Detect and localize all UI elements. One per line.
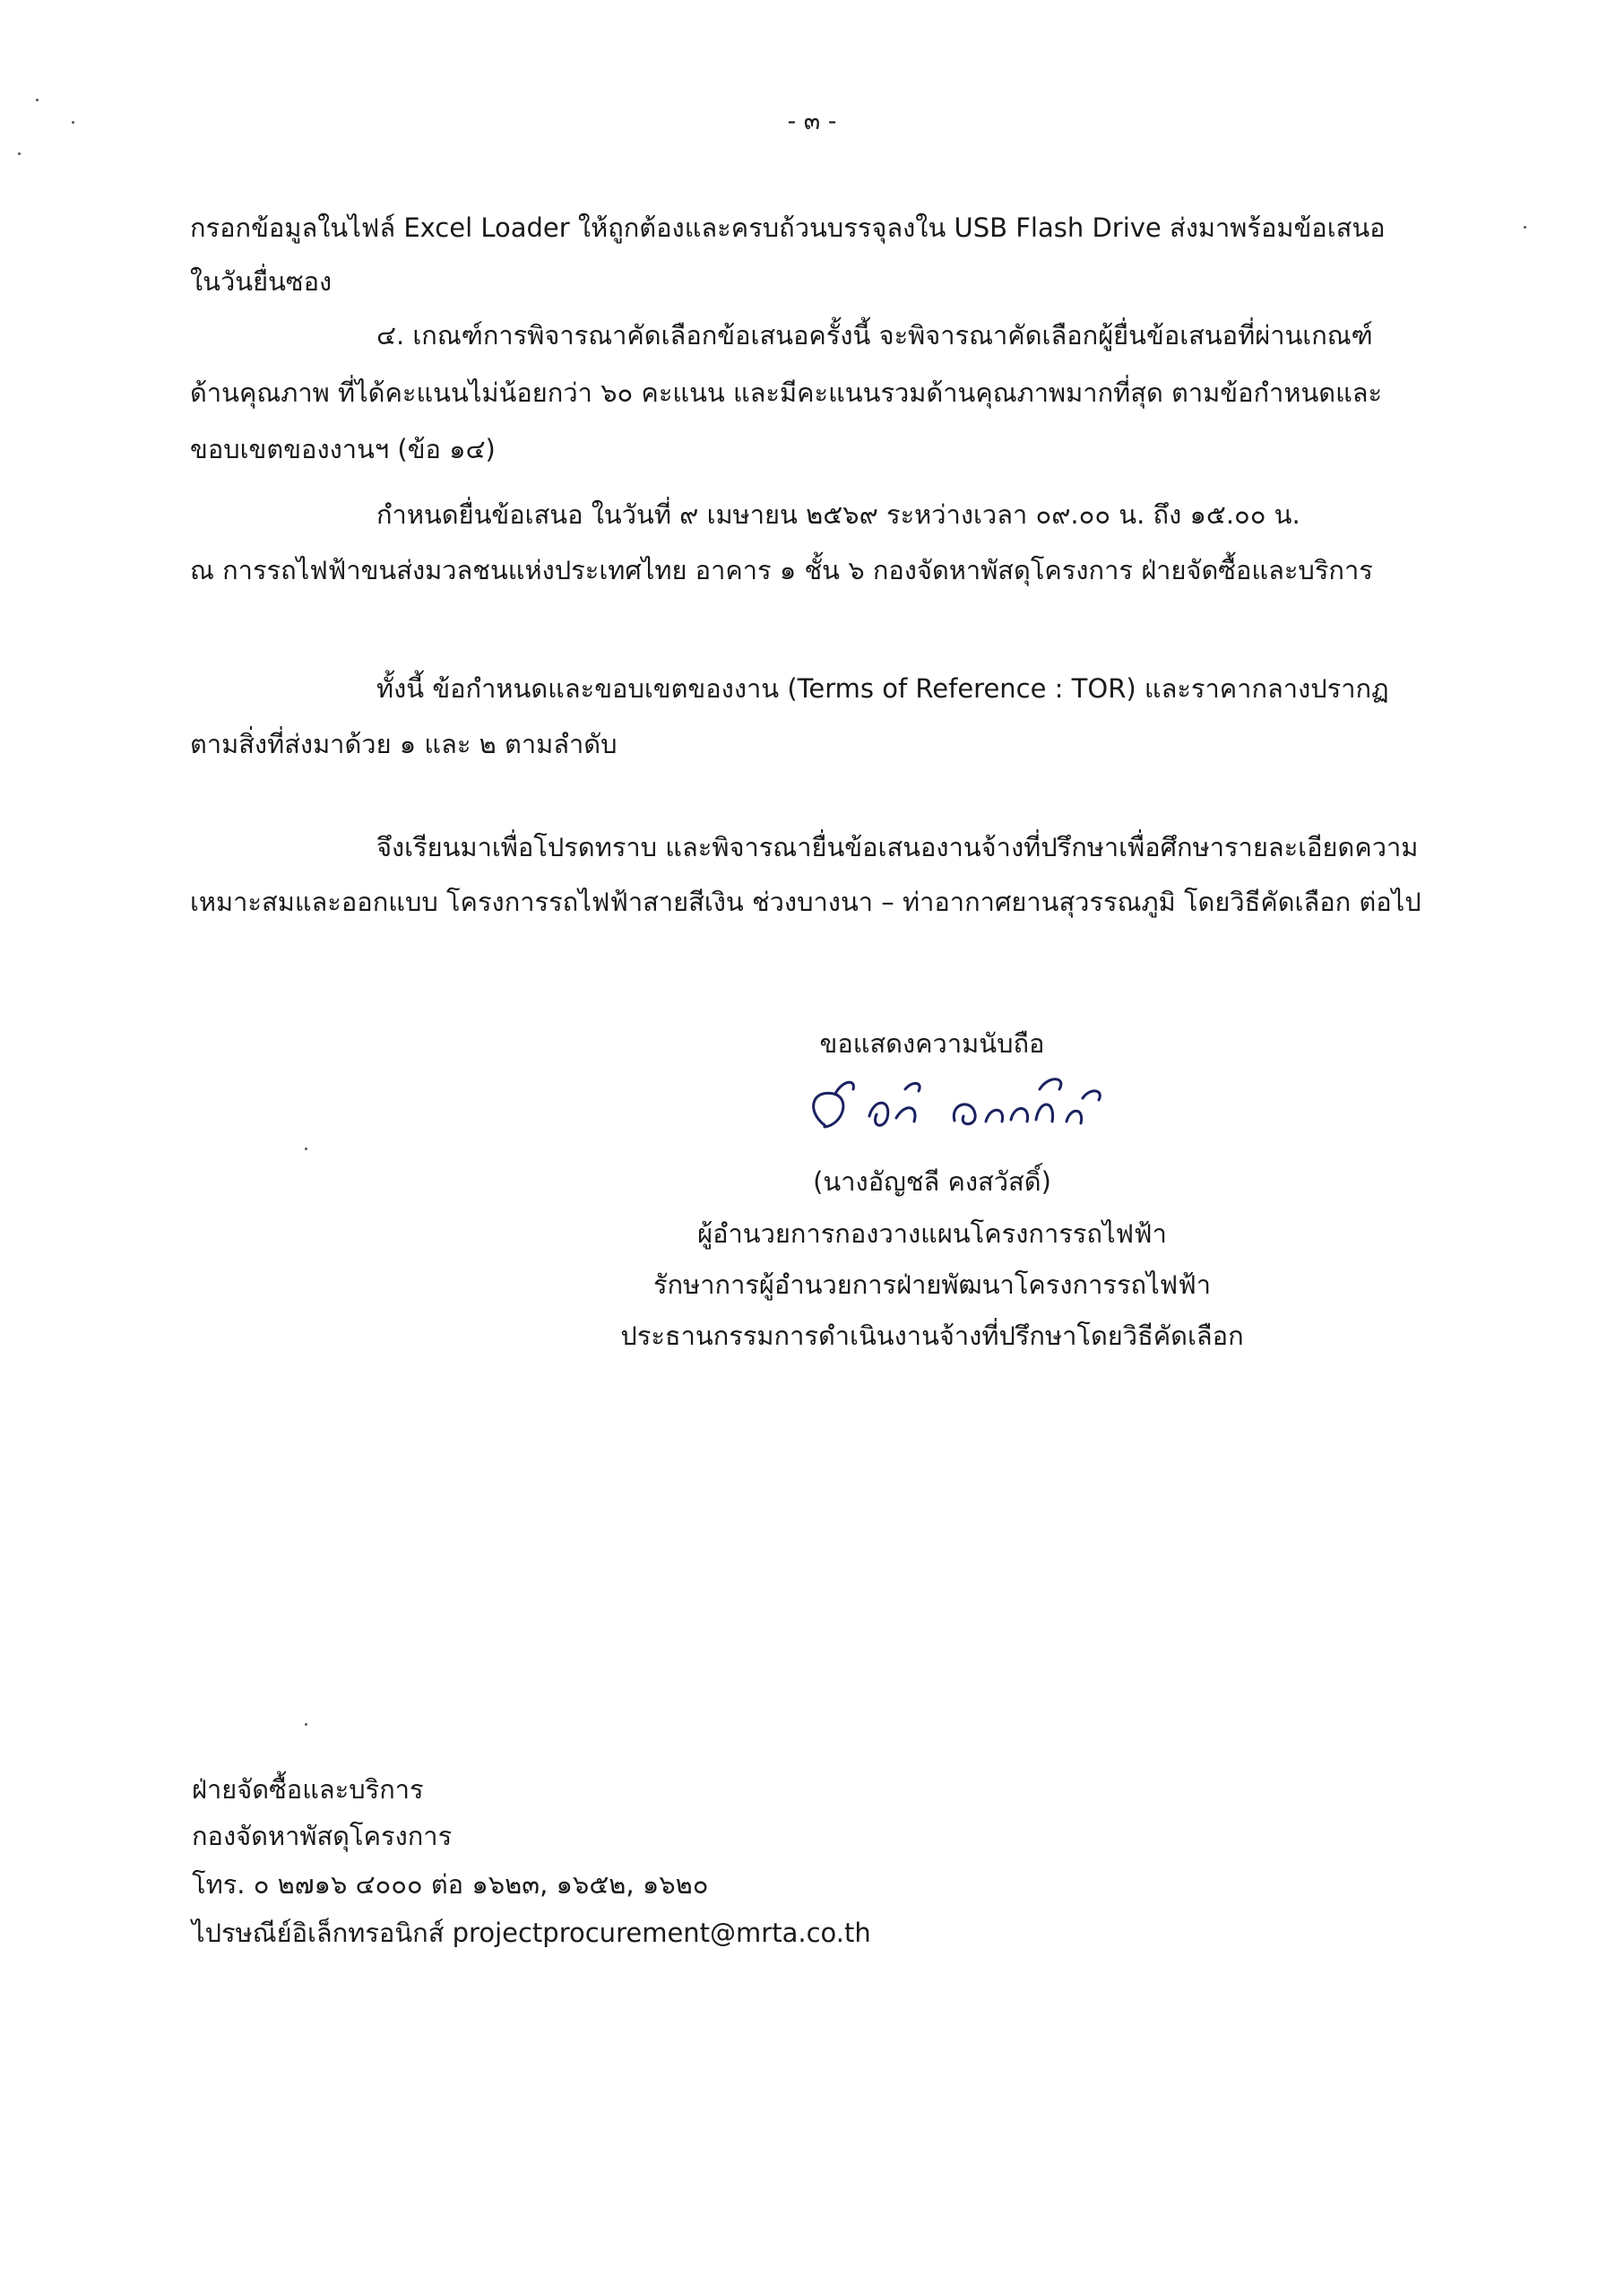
para3-line1: กำหนดยื่นข้อเสนอ ในวันที่ ๙ เมษายน ๒๕๖๙ ระหว่างเวลา ๐๙.๐๐ น. ถึง ๑๕.๐๐ น. bbox=[376, 499, 1300, 530]
signer-title-1: ผู้อำนวยการกองวางแผนโครงการรถไฟฟ้า bbox=[697, 1218, 1167, 1249]
para2-line1: ๔. เกณฑ์การพิจารณาคัดเลือกข้อเสนอครั้งนี้ จะพิจารณาคัดเลือกผู้ยื่นข้อเสนอที่ผ่านเกณฑ์ bbox=[376, 320, 1373, 351]
para5-line2: เหมาะสมและออกแบบ โครงการรถไฟฟ้าสายสีเงิน ช่วงบางนา – ท่าอากาศยานสุวรรณภูมิ โดยวิธีคัดเลือก ต่อไป bbox=[190, 887, 1421, 917]
footer-phone: โทร. ๐ ๒๗๑๖ ๔๐๐๐ ต่อ ๑๖๒๓, ๑๖๕๒, ๑๖๒๐ bbox=[192, 1869, 709, 1900]
para4-line1: ทั้งนี้ ข้อกำหนดและขอบเขตของงาน (Terms of Reference : TOR) และราคากลางปรากฏ bbox=[376, 673, 1389, 704]
scan-speck bbox=[72, 121, 74, 124]
scan-speck bbox=[18, 152, 21, 155]
scan-speck bbox=[305, 1148, 307, 1150]
para2-line2: ด้านคุณภาพ ที่ได้คะแนนไม่น้อยกว่า ๖๐ คะแนน และมีคะแนนรวมด้านคุณภาพมากที่สุด ตามข้อกำหนดและ bbox=[190, 377, 1383, 408]
scan-speck bbox=[36, 99, 39, 101]
footer-department: ฝ่ายจัดซื้อและบริการ bbox=[192, 1774, 424, 1805]
para3-line2: ณ การรถไฟฟ้าขนส่งมวลชนแห่งประเทศไทย อาคาร ๑ ชั้น ๖ กองจัดหาพัสดุโครงการ ฝ่ายจัดซื้อและบริการ bbox=[190, 555, 1373, 585]
closing-salutation: ขอแสดงความนับถือ bbox=[819, 1028, 1045, 1059]
footer-division: กองจัดหาพัสดุโครงการ bbox=[192, 1821, 453, 1851]
page-number: - ๓ - bbox=[787, 108, 837, 135]
scan-speck bbox=[305, 1723, 307, 1726]
signer-title-2: รักษาการผู้อำนวยการฝ่ายพัฒนาโครงการรถไฟฟ้า bbox=[652, 1269, 1212, 1300]
signer-name: (นางอัญชลี คงสวัสดิ์) bbox=[813, 1166, 1051, 1197]
scan-speck bbox=[1524, 226, 1526, 229]
para2-line3: ขอบเขตของงานฯ (ข้อ ๑๔) bbox=[190, 434, 496, 464]
para5-line1: จึงเรียนมาเพื่อโปรดทราบ และพิจารณายื่นข้อเสนองานจ้างที่ปรึกษาเพื่อศึกษารายละเอียดความ bbox=[376, 832, 1419, 862]
para1-line2: ในวันยื่นซอง bbox=[190, 266, 333, 297]
handwritten-signature bbox=[771, 1062, 1129, 1152]
footer-email: ไปรษณีย์อิเล็กทรอนิกส์ projectprocurement@mrta.co.th bbox=[192, 1918, 871, 1948]
signer-title-3: ประธานกรรมการดำเนินงานจ้างที่ปรึกษาโดยวิธีคัดเลือก bbox=[620, 1321, 1244, 1351]
para4-line2: ตามสิ่งที่ส่งมาด้วย ๑ และ ๒ ตามลำดับ bbox=[190, 729, 618, 759]
para1-line1: กรอกข้อมูลในไฟล์ Excel Loader ให้ถูกต้องและครบถ้วนบรรจุลงใน USB Flash Drive ส่งมาพร้อมข้อเสนอ bbox=[190, 212, 1386, 243]
